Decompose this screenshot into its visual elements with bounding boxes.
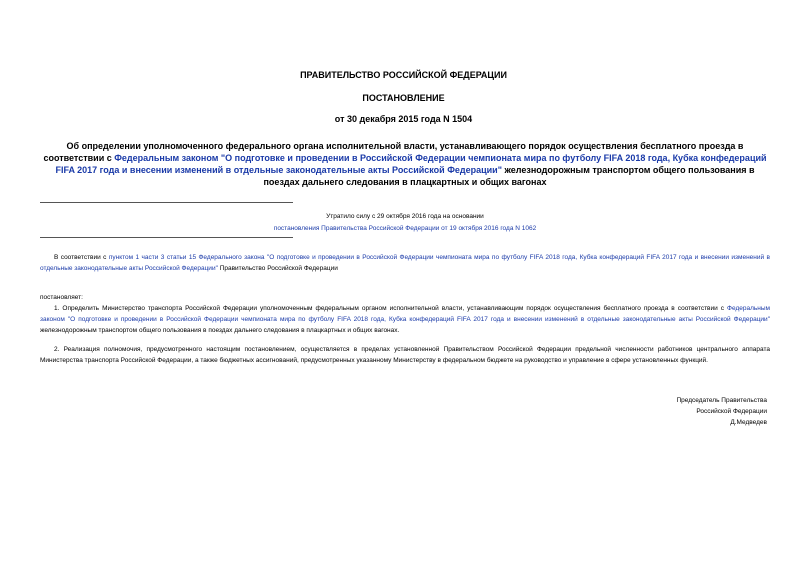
preamble-paragraph — [40, 252, 770, 274]
document-title — [40, 140, 770, 188]
bottom-divider — [40, 237, 293, 238]
signature-block — [567, 395, 767, 428]
preamble-text-start: В соответствии с — [54, 254, 109, 261]
repeal-resolution-link[interactable]: постановления Правительства Российской Федерации от 19 октября 2016 года N 1062 — [273, 225, 537, 232]
item-2-paragraph: 2. Реализация полномочия, предусмотренного настоящим постановлением, осуществляется в пределах установленной Правительством Российской Федерации предельной численности работников центрального аппарата Министерства транспорта Российской Федерации, а также бюджетных ассигнований, предусмотренных указанному Министерству в федеральном бюджете на руководство и управление в сфере установленных функций. — [40, 346, 770, 364]
preamble-text-end: Правительство Российской Федерации — [217, 265, 338, 272]
status-note — [200, 211, 610, 235]
government-heading: ПРАВИТЕЛЬСТВО РОССИЙСКОЙ ФЕДЕРАЦИИ — [300, 70, 507, 80]
signature-position-1: Председатель Правительства — [676, 397, 767, 404]
date-number-heading: от 30 декабря 2015 года N 1504 — [334, 114, 473, 124]
top-divider — [40, 202, 293, 203]
federal-law-title-link[interactable]: Федеральным законом "О подготовке и проведении в Российской Федерации чемпионата мира по футболу FIFA 2018 года, Кубка конфедераций FIFA 2017 года и внесении изменений в отдельные законодательные акты Российской Федерации" — [55, 153, 767, 175]
title-text-end: железнодорожным транспортом общего пользования в поездах дальнего следования в плацкартных и общих вагонах — [263, 165, 755, 187]
item-1-paragraph — [40, 303, 770, 336]
law-article-link[interactable]: пунктом 1 части 3 статьи 15 Федерального закона "О подготовке и проведении в Российской Федерации чемпионата мира по футболу FIFA 2018 года, Кубка конфедераций FIFA 2017 года и внесении изменений в отдельные законодательные акты Российской Федерации" — [40, 254, 771, 272]
item-1-text-start: 1. Определить Министерство транспорта Российской Федерации уполномоченным федеральным органом исполнительной власти, устанавливающим порядок осуществления бесплатного проезда в соответствии с — [54, 305, 728, 312]
signature-position-2: Российской Федерации — [696, 408, 767, 415]
status-note-text: Утратило силу с 29 октября 2016 года на основании — [326, 213, 484, 220]
document-type-heading: ПОСТАНОВЛЕНИЕ — [362, 93, 445, 103]
signature-name: Д.Медведев — [730, 419, 767, 426]
item-1-text-end: железнодорожным транспортом общего пользования в поездах дальнего следования в плацкартных и общих вагонах. — [40, 327, 400, 334]
resolves-label: постановляет: — [40, 294, 83, 301]
title-text-start: Об определении уполномоченного федерального органа исполнительной власти, устанавливающего порядок осуществления бесплатного проезда в соответствии с — [43, 141, 744, 163]
item-1-law-link[interactable]: Федеральным законом "О подготовке и проведении в Российской Федерации чемпионата мира по футболу FIFA 2018 года, Кубка конфедераций FIFA 2017 года и внесении изменений в отдельные законодательные акты Российской Федерации" — [40, 305, 770, 323]
